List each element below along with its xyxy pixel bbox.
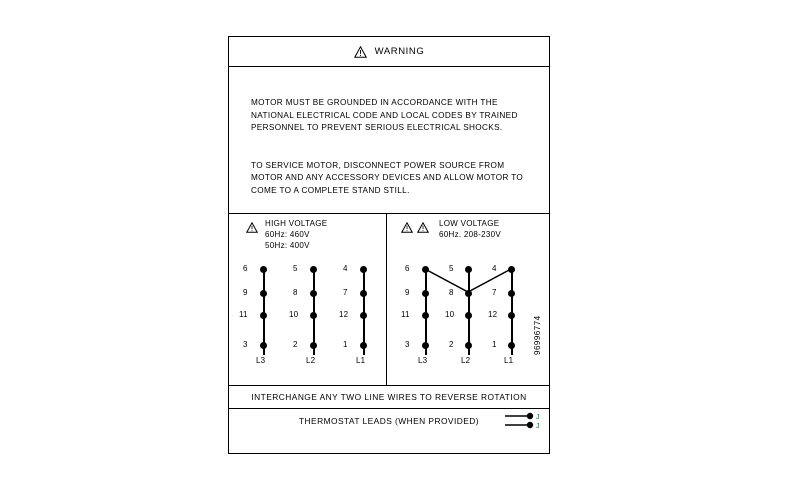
warning-header bbox=[229, 37, 549, 67]
hv-terminal-label: 6 bbox=[243, 264, 248, 273]
motor-nameplate-wiring-label bbox=[228, 36, 550, 454]
lv-terminal-label: 1 bbox=[492, 340, 497, 349]
hv-terminal-dot bbox=[310, 290, 317, 297]
lv-line-label: L2 bbox=[461, 356, 471, 365]
hv-terminal-label: 10 bbox=[289, 310, 299, 319]
lv-title-line-2: 60Hz. 208-230V bbox=[439, 230, 502, 239]
footer-thermostat-text: THERMOSTAT LEADS (WHEN PROVIDED) bbox=[298, 415, 480, 426]
svg-text:J: J bbox=[536, 423, 540, 430]
thermostat-leads-icon bbox=[503, 410, 543, 431]
hv-terminal-label: 12 bbox=[339, 310, 349, 319]
footer-row-rotation bbox=[229, 386, 549, 409]
hv-terminal-dot bbox=[260, 290, 267, 297]
panel-high-voltage bbox=[229, 214, 387, 385]
lv-terminal-label: 8 bbox=[449, 288, 454, 297]
hv-terminal-label: 2 bbox=[293, 340, 298, 349]
warning-paragraph-2: TO SERVICE MOTOR, DISCONNECT POWER SOURCE FROM MOTOR AND ANY ACCESSORY DEVICES AND ALLOW MOTOR TO COME TO A COMPLETE STAND STILL. bbox=[251, 160, 524, 195]
lv-terminal-label: 9 bbox=[405, 288, 410, 297]
lv-terminal-label: 11 bbox=[401, 310, 410, 319]
hv-terminal-label: 9 bbox=[243, 288, 248, 297]
hv-terminal-dot bbox=[260, 342, 267, 349]
hv-terminal-dot bbox=[310, 266, 317, 273]
warning-paragraph-1: MOTOR MUST BE GROUNDED IN ACCORDANCE WITH THE NATIONAL ELECTRICAL CODE AND LOCAL CODES BY TRAINED PERSONNEL TO PREVENT SERIOUS ELECTRICAL SHOCKS. bbox=[251, 98, 518, 133]
hv-title-line-2: 60Hz: 460V bbox=[265, 230, 310, 239]
hv-terminal-dot bbox=[260, 266, 267, 273]
hv-terminal-dot bbox=[310, 342, 317, 349]
lv-terminal-label: 2 bbox=[449, 340, 454, 349]
lv-terminal-label: 6 bbox=[405, 264, 410, 273]
lv-terminal-label: 3 bbox=[405, 340, 410, 349]
hv-terminal-label: 5 bbox=[293, 264, 298, 273]
panel-low-voltage bbox=[387, 214, 549, 385]
hv-terminal-label: 4 bbox=[343, 264, 348, 273]
hv-terminal-dot bbox=[360, 266, 367, 273]
warning-triangle-icon bbox=[246, 220, 258, 238]
hv-title-line-3: 50Hz: 400V bbox=[265, 241, 310, 250]
hv-terminal-label: 1 bbox=[343, 340, 348, 349]
footer-row-thermostat bbox=[229, 409, 549, 432]
lv-terminal-label: 7 bbox=[492, 288, 497, 297]
warning-triangle-icon bbox=[354, 46, 367, 58]
wiring-diagrams bbox=[229, 214, 549, 386]
footer-rotation-text: INTERCHANGE ANY TWO LINE WIRES TO REVERSE ROTATION bbox=[251, 392, 527, 402]
part-code: 96996774 bbox=[533, 315, 542, 355]
lv-line-label: L1 bbox=[504, 356, 514, 365]
warning-text-block bbox=[229, 67, 549, 214]
hv-terminal-dot bbox=[360, 290, 367, 297]
hv-line-label: L3 bbox=[256, 356, 266, 365]
svg-text:J: J bbox=[536, 414, 540, 421]
hv-line-label: L1 bbox=[356, 356, 366, 365]
warning-title: WARNING bbox=[374, 46, 425, 57]
lv-terminal-label: 12 bbox=[488, 310, 498, 319]
hv-terminal-label: 8 bbox=[293, 288, 298, 297]
lv-jumper-wires bbox=[387, 214, 549, 386]
hv-terminal-dot bbox=[310, 312, 317, 319]
hv-terminal-label: 7 bbox=[343, 288, 348, 297]
lv-line-label: L3 bbox=[418, 356, 428, 365]
hv-terminal-label: 11 bbox=[239, 310, 248, 319]
hv-terminal-dot bbox=[360, 342, 367, 349]
lv-terminal-label: 5 bbox=[449, 264, 454, 273]
hv-title-line-1: HIGH VOLTAGE bbox=[265, 219, 328, 228]
lv-terminal-label: 4 bbox=[492, 264, 497, 273]
lv-terminal-label: 10 bbox=[445, 310, 455, 319]
hv-terminal-dot bbox=[360, 312, 367, 319]
hv-line-label: L2 bbox=[306, 356, 316, 365]
hv-terminal-label: 3 bbox=[243, 340, 248, 349]
hv-terminal-dot bbox=[260, 312, 267, 319]
lv-title-line-1: LOW VOLTAGE bbox=[439, 219, 500, 228]
